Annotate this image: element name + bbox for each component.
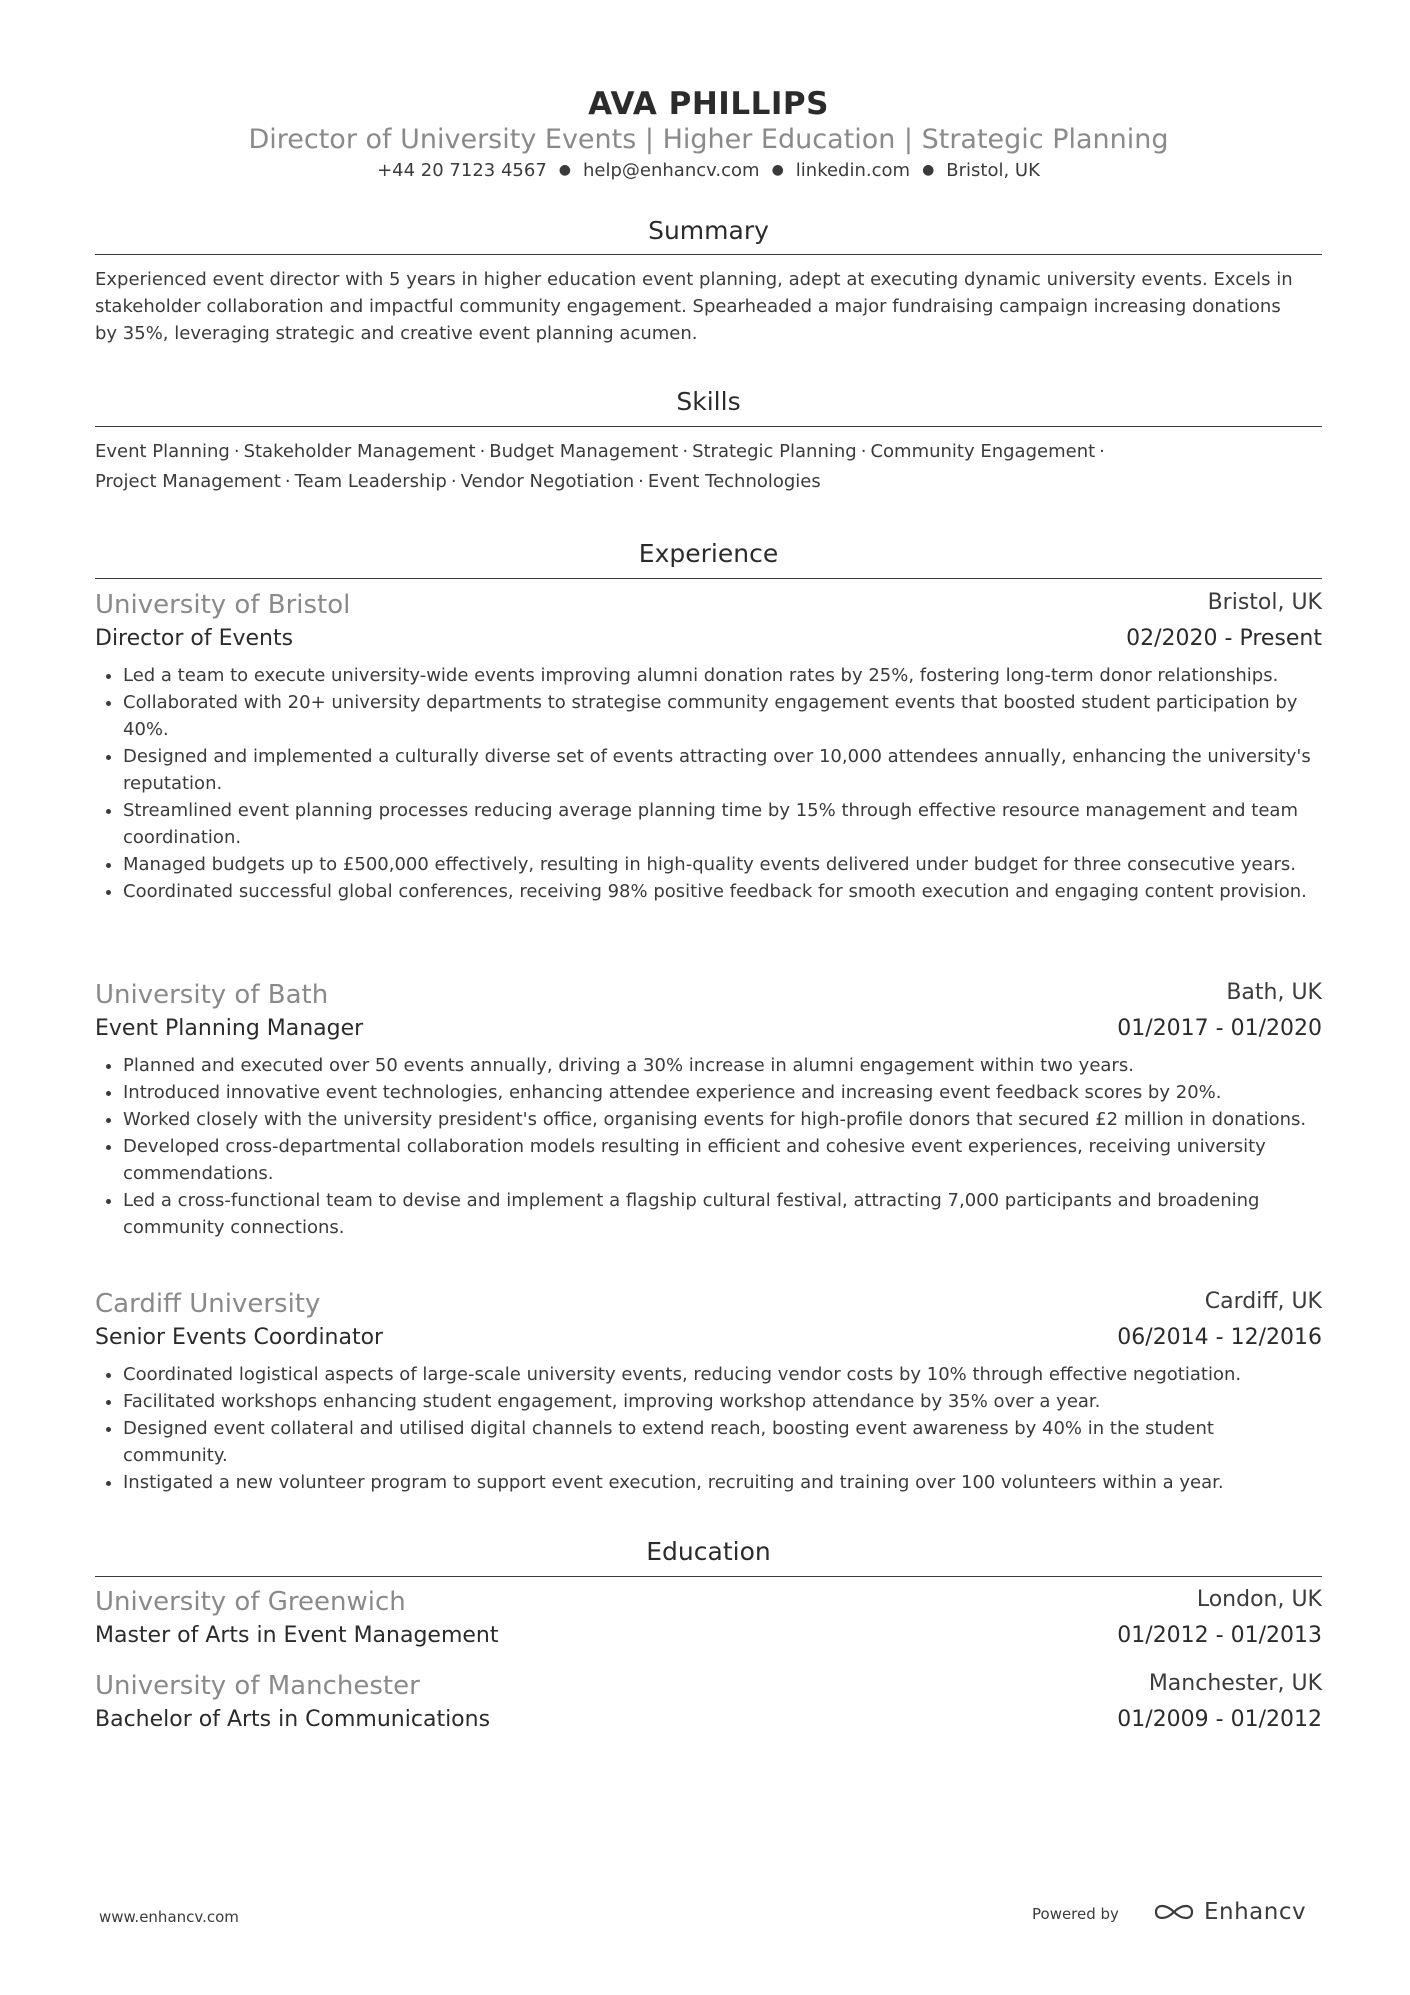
list-item: • Coordinated logistical aspects of large-scale university events, reducing vendor costs by 10% through effective negotiation. <box>123 1361 1322 1388</box>
education-heading: Education <box>646 1537 771 1566</box>
experience-heading: Experience <box>638 539 779 568</box>
list-item: • Facilitated workshops enhancing student engagement, improving workshop attendance by 35% over a year. <box>123 1388 1322 1415</box>
contact-linkedin[interactable]: linkedin.com <box>795 160 911 181</box>
contact-line <box>95 160 1322 181</box>
bullet-separator: ● <box>558 162 571 178</box>
experience-title: Director of Events <box>95 626 294 651</box>
experience-company: University of Bath <box>95 980 329 1010</box>
list-item: • Led a team to execute university-wide events improving alumni donation rates by 25%, fostering long-term donor relationships. <box>123 662 1322 689</box>
experience-location: Bristol, UK <box>1207 590 1322 615</box>
skill-item: Vendor Negotiation <box>460 471 635 492</box>
contact-location: Bristol, UK <box>946 160 1040 181</box>
list-item: • Planned and executed over 50 events annually, driving a 30% increase in alumni engagement within two years. <box>123 1052 1322 1079</box>
contact-email[interactable]: help@enhancv.com <box>583 160 760 181</box>
list-item: • Worked closely with the university president's office, organising events for high-profile donors that secured £2 million in donations. <box>123 1106 1322 1133</box>
experience-bullets <box>95 1361 1322 1496</box>
skill-item: Community Engagement <box>870 441 1096 462</box>
skill-item: Event Planning <box>95 441 230 462</box>
bullet-separator: ● <box>922 162 935 178</box>
skills-list <box>95 437 1322 497</box>
enhancv-brand[interactable] <box>1152 1896 1306 1928</box>
experience-title: Senior Events Coordinator <box>95 1325 384 1350</box>
education-degree: Bachelor of Arts in Communications <box>95 1707 491 1732</box>
experience-bullets <box>95 1052 1322 1241</box>
section-divider <box>95 578 1322 579</box>
list-item: • Designed event collateral and utilised digital channels to extend reach, boosting event awareness by 40% in the student community. <box>123 1415 1322 1469</box>
experience-company: University of Bristol <box>95 590 351 620</box>
headline: Director of University Events | Higher Education | Strategic Planning <box>248 124 1169 155</box>
experience-title: Event Planning Manager <box>95 1016 364 1041</box>
section-divider <box>95 1576 1322 1577</box>
bullet-separator: ● <box>771 162 784 178</box>
education-location: London, UK <box>1196 1587 1322 1612</box>
section-divider <box>95 254 1322 255</box>
contact-phone: +44 20 7123 4567 <box>377 160 547 181</box>
education-dates: 01/2012 - 01/2013 <box>1117 1623 1322 1648</box>
list-item: • Collaborated with 20+ university departments to strategise community engagement events that boosted student participation by 40%. <box>123 689 1322 743</box>
candidate-name: AVA PHILLIPS <box>588 86 829 122</box>
footer-website-link[interactable]: www.enhancv.com <box>99 1908 239 1926</box>
experience-location: Bath, UK <box>1226 980 1322 1005</box>
education-location: Manchester, UK <box>1148 1671 1322 1696</box>
skill-item: Budget Management <box>489 441 679 462</box>
list-item: • Coordinated successful global conferences, receiving 98% positive feedback for smooth execution and engaging content provision. <box>123 878 1322 905</box>
experience-dates: 02/2020 - Present <box>1126 626 1322 651</box>
experience-company: Cardiff University <box>95 1289 321 1319</box>
list-item: • Introduced innovative event technologies, enhancing attendee experience and increasing event feedback scores by 20%. <box>123 1079 1322 1106</box>
list-item: • Designed and implemented a culturally diverse set of events attracting over 10,000 attendees annually, enhancing the university's reputation. <box>123 743 1322 797</box>
experience-bullets <box>95 662 1322 905</box>
experience-location: Cardiff, UK <box>1204 1289 1322 1314</box>
skills-heading: Skills <box>676 387 741 416</box>
skill-item: Team Leadership <box>294 471 447 492</box>
summary-heading: Summary <box>648 216 769 245</box>
skill-item: Event Technologies <box>647 471 821 492</box>
experience-dates: 06/2014 - 12/2016 <box>1117 1325 1322 1350</box>
skills-row: Project Management · Team Leadership · Vendor Negotiation · Event Technologies <box>95 471 821 492</box>
list-item: • Developed cross-departmental collaboration models resulting in efficient and cohesive event experiences, receiving university commendations. <box>123 1133 1322 1187</box>
skill-item: Stakeholder Management <box>243 441 476 462</box>
skill-item: Project Management <box>95 471 281 492</box>
summary-line: by 35%, leveraging strategic and creative event planning acumen. <box>95 323 698 344</box>
list-item: • Streamlined event planning processes reducing average planning time by 15% through effective resource management and team coordination. <box>123 797 1322 851</box>
summary-line: Experienced event director with 5 years in higher education event planning, adept at executing dynamic university events. Excels in <box>95 269 1293 290</box>
education-dates: 01/2009 - 01/2012 <box>1117 1707 1322 1732</box>
section-divider <box>95 426 1322 427</box>
education-school: University of Manchester <box>95 1671 420 1701</box>
enhancv-brand-text: Enhancv <box>1204 1899 1307 1925</box>
summary-line: stakeholder collaboration and impactful community engagement. Spearheaded a major fundraising campaign increasing donations <box>95 296 1281 317</box>
enhancv-logo-icon <box>1152 1900 1196 1924</box>
summary-text <box>95 266 1322 347</box>
list-item: • Instigated a new volunteer program to support event execution, recruiting and training over 100 volunteers within a year. <box>123 1469 1322 1496</box>
skills-row: Event Planning · Stakeholder Management · Budget Management · Strategic Planning · Community Engagement · <box>95 441 1105 462</box>
education-degree: Master of Arts in Event Management <box>95 1623 499 1648</box>
experience-dates: 01/2017 - 01/2020 <box>1117 1016 1322 1041</box>
list-item: • Managed budgets up to £500,000 effectively, resulting in high-quality events delivered under budget for three consecutive years. <box>123 851 1322 878</box>
list-item: • Led a cross-functional team to devise and implement a flagship cultural festival, attracting 7,000 participants and broadening community connections. <box>123 1187 1322 1241</box>
powered-by-label: Powered by <box>1032 1905 1119 1923</box>
education-school: University of Greenwich <box>95 1587 406 1617</box>
skill-item: Strategic Planning <box>692 441 857 462</box>
